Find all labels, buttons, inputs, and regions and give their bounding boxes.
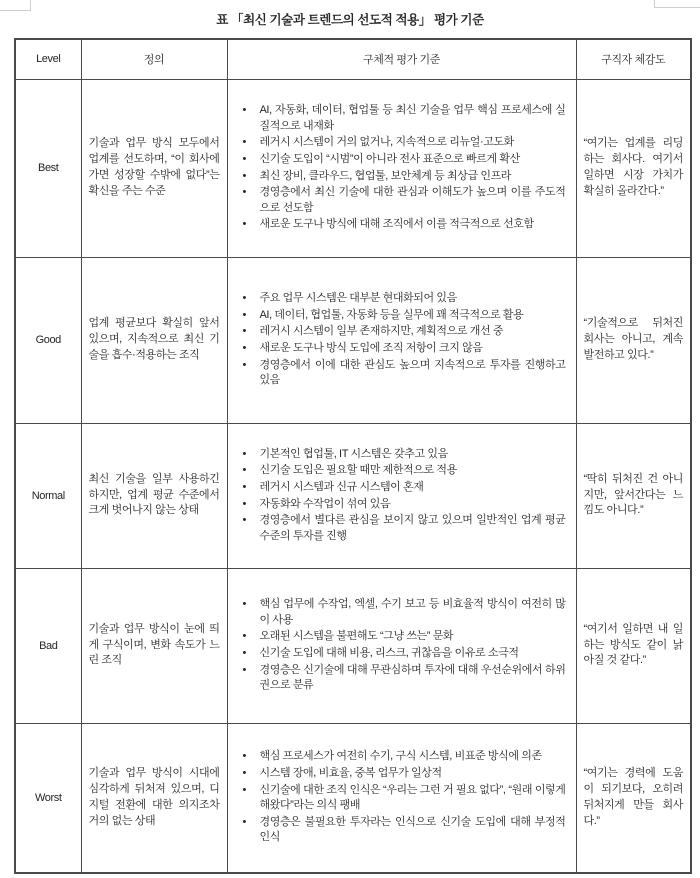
criteria-item: • 경영층에서 별다른 관심을 보이지 않고 있으며 일반적인 업계 평균 수준의 투자를 진행	[241, 513, 566, 544]
perception-cell: “여기서 일하면 내 일하는 방식도 같이 낡아질 것 같다.”	[576, 568, 691, 723]
header-definition: 정의	[81, 39, 227, 79]
definition-cell: 기술과 업무 방식이 눈에 띄게 구식이며, 변화 속도가 느린 조직	[81, 568, 227, 723]
criteria-list	[241, 447, 566, 545]
criteria-item: • 신기술에 대한 조직 인식은 “우리는 그런 거 필요 없다”, “원래 이렇게 해왔다”라는 의식 팽배	[241, 783, 566, 814]
criteria-item: • 자동화와 수작업이 섞여 있음	[241, 497, 566, 513]
header-level: Level	[15, 39, 81, 79]
criteria-cell	[227, 79, 576, 257]
perception-cell: “딱히 뒤처진 건 아니지만, 앞서간다는 느낌도 아니다.”	[576, 423, 691, 568]
criteria-item: • 오래된 시스템을 불편해도 “그냥 쓰는” 문화	[241, 629, 566, 645]
criteria-item: • 경영층은 신기술에 대해 무관심하며 투자에 대해 우선순위에서 하위권으로 분류	[241, 663, 566, 694]
level-cell: Best	[15, 79, 81, 257]
criteria-cell	[227, 423, 576, 568]
criteria-item: • AI, 데이터, 협업툴, 자동화 등을 실무에 꽤 적극적으로 활용	[241, 308, 566, 324]
perception-cell: “기술적으로 뒤처진 회사는 아니고, 계속 발전하고 있다.”	[576, 257, 691, 423]
criteria-item: • 경영층에서 최신 기술에 대한 관심과 이해도가 높으며 이를 주도적으로 선도함	[241, 185, 566, 216]
perception-cell: “여기는 업계를 리딩하는 회사다. 여기서 일하면 시장 가치가 확실히 올라간다.”	[576, 79, 691, 257]
criteria-item: • 레거시 시스템이 일부 존재하지만, 계획적으로 개선 중	[241, 324, 566, 340]
definition-cell: 기술과 업무 방식이 시대에 심각하게 뒤처져 있으며, 디지털 전환에 대한 의지조차 거의 없는 상태	[81, 723, 227, 873]
criteria-item: • 새로운 도구나 방식에 대해 조직에서 이를 적극적으로 선호함	[241, 217, 566, 233]
criteria-item: • 시스템 장애, 비효율, 중복 업무가 일상적	[241, 766, 566, 782]
criteria-item: • 핵심 업무에 수작업, 엑셀, 수기 보고 등 비효율적 방식이 여전히 많이 사용	[241, 597, 566, 628]
criteria-list	[241, 597, 566, 694]
criteria-item: • 주요 업무 시스템은 대부분 현대화되어 있음	[241, 291, 566, 307]
criteria-item: • 최신 장비, 클라우드, 협업툴, 보안체계 등 최상급 인프라	[241, 169, 566, 185]
cropped-box-fragment-right	[654, 0, 700, 8]
criteria-item: • 경영층은 불필요한 투자라는 인식으로 신기술 도입에 대해 부정적 인식	[241, 815, 566, 846]
level-cell: Bad	[15, 568, 81, 723]
criteria-cell	[227, 568, 576, 723]
criteria-item: • 경영층에서 이에 대한 관심도 높으며 지속적으로 투자를 진행하고 있음	[241, 358, 566, 389]
criteria-item: • 핵심 프로세스가 여전히 수기, 구식 시스템, 비표준 방식에 의존	[241, 749, 566, 765]
criteria-list	[241, 749, 566, 846]
table-row-best	[15, 79, 691, 257]
header-perception: 구직자 체감도	[576, 39, 691, 79]
level-cell: Good	[15, 257, 81, 423]
criteria-item: • 신기술 도입에 대해 비용, 리스크, 귀찮음을 이유로 소극적	[241, 646, 566, 662]
table-header-row	[15, 39, 691, 79]
criteria-item: • 신기술 도입이 “시범”이 아니라 전사 표준으로 빠르게 확산	[241, 152, 566, 168]
criteria-item: • 기본적인 협업툴, IT 시스템은 갖추고 있음	[241, 447, 566, 463]
definition-cell: 기술과 업무 방식 모두에서 업계를 선도하며, “이 회사에 가면 성장할 수밖에 없다”는 확신을 주는 수준	[81, 79, 227, 257]
criteria-item: • 레거시 시스템이 거의 없거나, 지속적으로 리뉴얼·고도화	[241, 135, 566, 151]
table-row-good	[15, 257, 691, 423]
table-title: 표 「최신 기술과 트렌드의 선도적 적용」 평가 기준	[216, 13, 484, 27]
criteria-item: • 새로운 도구나 방식 도입에 조직 저항이 크지 않음	[241, 341, 566, 357]
criteria-cell	[227, 257, 576, 423]
criteria-item: • 신기술 도입은 필요할 때만 제한적으로 적용	[241, 463, 566, 479]
level-cell: Worst	[15, 723, 81, 873]
perception-cell: “여기는 경력에 도움이 되기보다, 오히려 뒤처지게 만들 회사다.”	[576, 723, 691, 873]
table-row-bad	[15, 568, 691, 723]
definition-cell: 업계 평균보다 확실히 앞서 있으며, 지속적으로 최신 기술을 흡수·적용하는 조직	[81, 257, 227, 423]
criteria-list	[241, 291, 566, 389]
criteria-list	[241, 103, 566, 233]
criteria-item: • AI, 자동화, 데이터, 협업툴 등 최신 기술을 업무 핵심 프로세스에 실질적으로 내재화	[241, 103, 566, 134]
criteria-cell	[227, 723, 576, 873]
table-row-worst	[15, 723, 691, 873]
criteria-item: • 레거시 시스템과 신규 시스템이 혼재	[241, 480, 566, 496]
header-criteria: 구체적 평가 기준	[227, 39, 576, 79]
level-cell: Normal	[15, 423, 81, 568]
table-row-normal	[15, 423, 691, 568]
evaluation-criteria-table	[14, 38, 692, 874]
definition-cell: 최신 기술을 일부 사용하긴 하지만, 업계 평균 수준에서 크게 벗어나지 않는 상태	[81, 423, 227, 568]
